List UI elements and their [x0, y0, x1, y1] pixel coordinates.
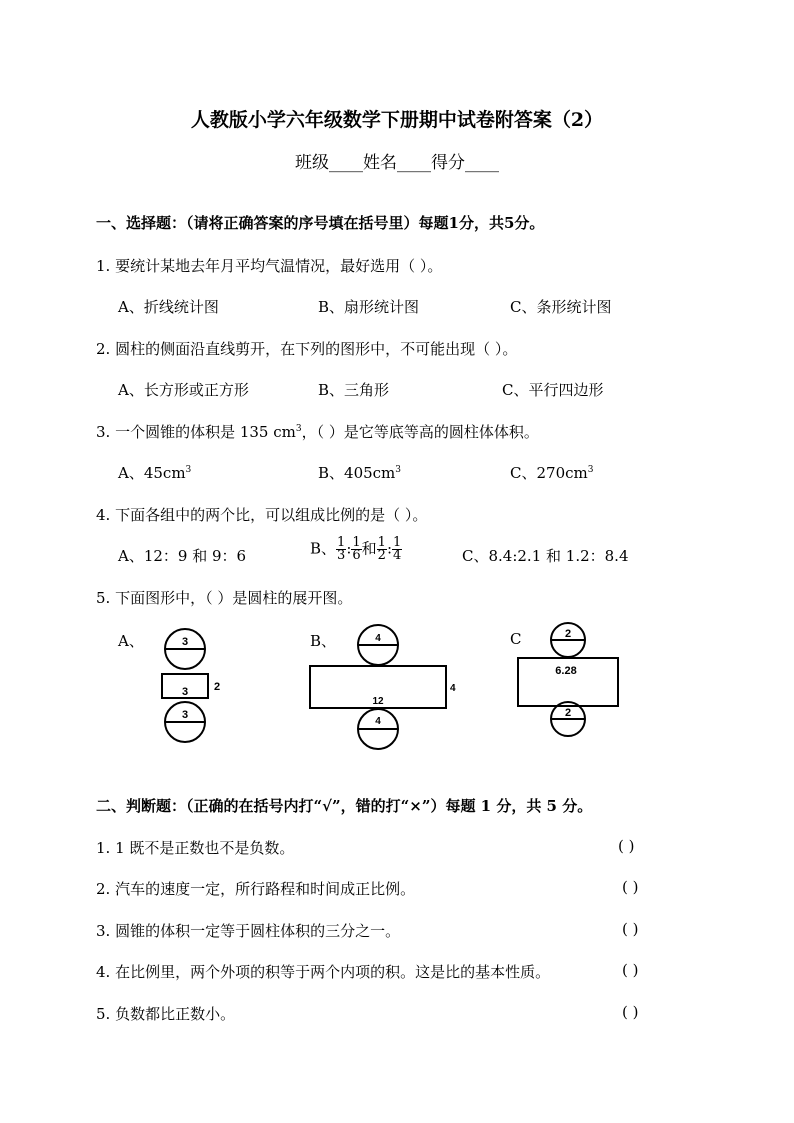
- fig-c-top-label: 2: [564, 628, 572, 640]
- q3-option-c: C、$270cm^3$: [510, 464, 594, 482]
- judge-answer-box-2[interactable]: ( ): [622, 878, 639, 896]
- student-info-line: 班级____姓名____得分____: [295, 153, 499, 173]
- q4-text: 4. 下面各组中的两个比，可以组成比例的是（ ）。: [96, 506, 428, 524]
- judge-item-3: 3. 圆锥的体积一定等于圆柱体积的三分之一。: [96, 922, 401, 940]
- fig-c-bottom-label: 2: [564, 707, 572, 719]
- judge-item-5: 5. 负数都比正数小。: [96, 1005, 236, 1023]
- fig-a-side-label: 2: [214, 681, 221, 693]
- judge-answer-box-5[interactable]: ( ): [622, 1003, 639, 1021]
- q5-label-a: A、: [118, 632, 144, 650]
- q1-text: 1. 要统计某地去年月平均气温情况，最好选用（ ）。: [96, 257, 443, 275]
- fig-a-top-label: 3: [181, 636, 189, 648]
- q3-option-b: B、$405cm^3$: [318, 464, 402, 482]
- fig-c-rect-label: 6.28: [555, 665, 577, 677]
- q4-option-a: A、12：9 和 9：6: [118, 547, 247, 565]
- fig-b-side-label: 4: [450, 683, 456, 694]
- fraction: $\frac{1}{4}$: [393, 535, 402, 563]
- q2-option-b: B、三角形: [318, 381, 390, 399]
- q2-option-a: A、长方形或正方形: [118, 381, 249, 399]
- q1-option-b: B、扇形统计图: [318, 298, 420, 316]
- q4-option-c: C、8.4:2.1 和 1.2：8.4: [462, 547, 629, 565]
- judge-answer-box-3[interactable]: ( ): [622, 920, 639, 938]
- judge-item-4: 4. 在比例里，两个外项的积等于两个内项的积。这是比的基本性质。: [96, 963, 551, 981]
- figure-b-cylinder-net: [308, 624, 468, 758]
- judge-item-1: 1. 1 既不是正数也不是负数。: [96, 839, 295, 857]
- fig-b-bottom-label: 4: [375, 716, 381, 727]
- q1-option-a: A、折线统计图: [118, 298, 219, 316]
- judge-item-2: 2. 汽车的速度一定，所行路程和时间成正比例。: [96, 880, 416, 898]
- q3-text: 3. 一个圆锥的体积是 135 $cm^3$，（ ）是它等底等高的圆柱体体积。: [96, 423, 539, 441]
- fraction: $\frac{1}{3}$: [337, 535, 346, 563]
- fig-a-rect-label: 3: [181, 686, 189, 698]
- fig-b-top-label: 4: [375, 633, 381, 644]
- fraction: $\frac{1}{2}$: [377, 535, 386, 563]
- page-title: 人教版小学六年级数学下册期中试卷附答案（2）: [190, 109, 604, 131]
- figure-c-cylinder-net: [516, 622, 626, 746]
- q1-option-c: C、条形统计图: [510, 298, 612, 316]
- q5-label-b: B、: [310, 632, 337, 650]
- fig-a-bottom-label: 3: [181, 709, 189, 721]
- q2-option-c: C、平行四边形: [502, 381, 604, 399]
- q3-option-a: A、$45cm^3$: [118, 464, 192, 482]
- fraction: $\frac{1}{6}$: [352, 535, 361, 563]
- fig-b-rect-label: 12: [372, 696, 384, 707]
- judge-answer-box-4[interactable]: ( ): [622, 961, 639, 979]
- q5-text: 5. 下面图形中，（ ）是圆柱的展开图。: [96, 589, 353, 607]
- judge-answer-box-1[interactable]: ( ): [618, 837, 635, 855]
- q5-label-c: C: [510, 630, 522, 648]
- section2-heading: 二、判断题：（正确的在括号内打“√”，错的打“×”）每题 1 分，共 5 分。: [96, 797, 593, 815]
- section1-heading: 一、选择题：（请将正确答案的序号填在括号里）每题1分，共5分。: [96, 214, 545, 232]
- q2-text: 2. 圆柱的侧面沿直线剪开，在下列的图形中，不可能出现（ ）。: [96, 340, 518, 358]
- q4-option-b: B、 $\frac{1}{3}$ : $\frac{1}{6}$ 和 $\frac{1}{2}$ : $\frac{1}{4}$: [310, 535, 402, 563]
- figure-a-cylinder-net: [150, 628, 230, 752]
